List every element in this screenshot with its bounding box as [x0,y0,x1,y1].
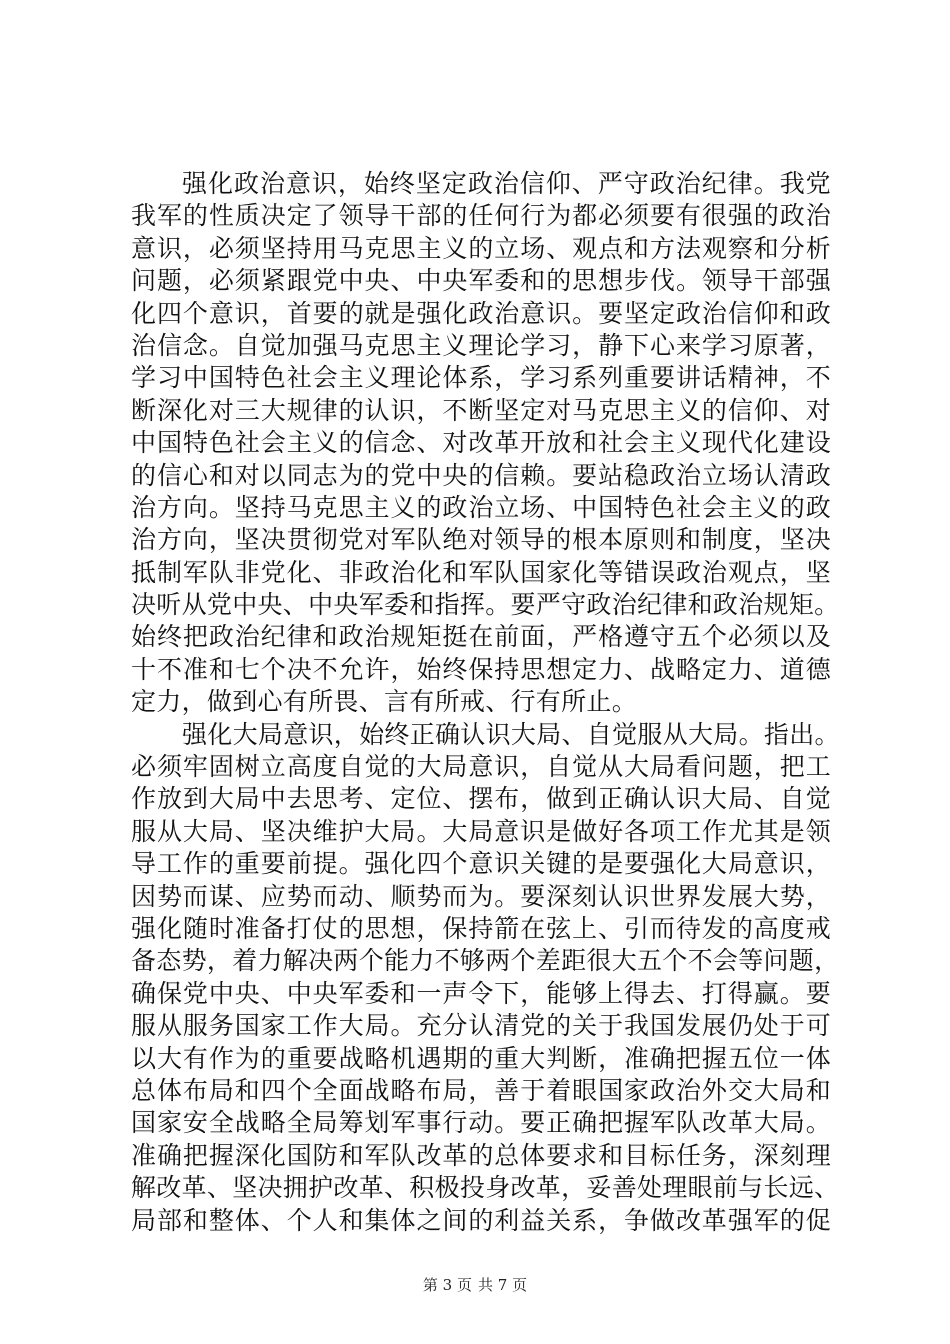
text-line: 因势而谋、应势而动、顺势而为。要深刻认识世界发展大势， [131,881,831,911]
text-line: 必须牢固树立高度自觉的大局意识，自觉从大局看问题，把工 [131,752,831,782]
text-line: 学习中国特色社会主义理论体系，学习系列重要讲话精神，不 [131,363,831,393]
text-line: 准确把握深化国防和军队改革的总体要求和目标任务，深刻理 [131,1140,831,1170]
paragraph-overall-situation-awareness [131,719,840,1237]
text-line: 以大有作为的重要战略机遇期的重大判断，准确把握五位一体 [131,1043,831,1073]
text-line: 备态势，着力解决两个能力不够两个差距很大五个不会等问题， [131,946,840,976]
text-line: 治方向，坚决贯彻党对军队绝对领导的根本原则和制度，坚决 [131,525,831,555]
text-line: 意识，必须坚持用马克思主义的立场、观点和方法观察和分析 [131,233,831,263]
text-line: 国家安全战略全局筹划军事行动。要正确把握军队改革大局。 [131,1108,831,1138]
text-line: 强化随时准备打仗的思想，保持箭在弦上、引而待发的高度戒 [131,913,831,943]
text-line: 始终把政治纪律和政治规矩挺在前面，严格遵守五个必须以及 [131,622,831,652]
text-line: 治信念。自觉加强马克思主义理论学习，静下心来学习原著， [131,330,831,360]
page-number: 第 3 页 [422,1276,472,1294]
text-line: 定力，做到心有所畏、言有所戒、行有所止。 [131,687,638,717]
paragraph-political-awareness [131,168,840,719]
text-line: 问题，必须紧跟党中央、中央军委和的思想步伐。领导干部强 [131,266,831,296]
text-line: 服从服务国家工作大局。充分认清党的关于我国发展仍处于可 [131,1011,831,1041]
body-text [131,168,840,1237]
text-line: 强化大局意识，始终正确认识大局、自觉服从大局。指出。 [182,719,840,749]
text-line: 治方向。坚持马克思主义的政治立场、中国特色社会主义的政 [131,492,831,522]
text-line: 的信心和对以同志为的党中央的信赖。要站稳政治立场认清政 [131,460,831,490]
text-line: 我军的性质决定了领导干部的任何行为都必须要有很强的政治 [131,201,831,231]
text-line: 服从大局、坚决维护大局。大局意识是做好各项工作尤其是领 [131,816,831,846]
text-line: 局部和整体、个人和集体之间的利益关系，争做改革强军的促 [131,1205,831,1235]
text-line: 作放到大局中去思考、定位、摆布，做到正确认识大局、自觉 [131,784,831,814]
text-line: 解改革、坚决拥护改革、积极投身改革，妥善处理眼前与长远、 [131,1173,840,1203]
text-line: 决听从党中央、中央军委和指挥。要严守政治纪律和政治规矩。 [131,590,840,620]
text-line: 中国特色社会主义的信念、对改革开放和社会主义现代化建设 [131,428,831,458]
text-line: 确保党中央、中央军委和一声令下，能够上得去、打得赢。要 [131,978,831,1008]
page-footer [0,1274,950,1295]
page-total: 共 7 页 [478,1276,528,1294]
text-line: 抵制军队非党化、非政治化和军队国家化等错误政治观点，坚 [131,557,831,587]
text-line: 断深化对三大规律的认识，不断坚定对马克思主义的信仰、对 [131,395,831,425]
text-line: 化四个意识，首要的就是强化政治意识。要坚定政治信仰和政 [131,298,831,328]
text-line: 导工作的重要前提。强化四个意识关键的是要强化大局意识， [131,849,831,879]
text-line: 强化政治意识，始终坚定政治信仰、严守政治纪律。我党 [182,169,831,198]
text-line: 十不准和七个决不允许，始终保持思想定力、战略定力、道德 [131,654,831,684]
text-line: 总体布局和四个全面战略布局，善于着眼国家政治外交大局和 [131,1075,831,1105]
